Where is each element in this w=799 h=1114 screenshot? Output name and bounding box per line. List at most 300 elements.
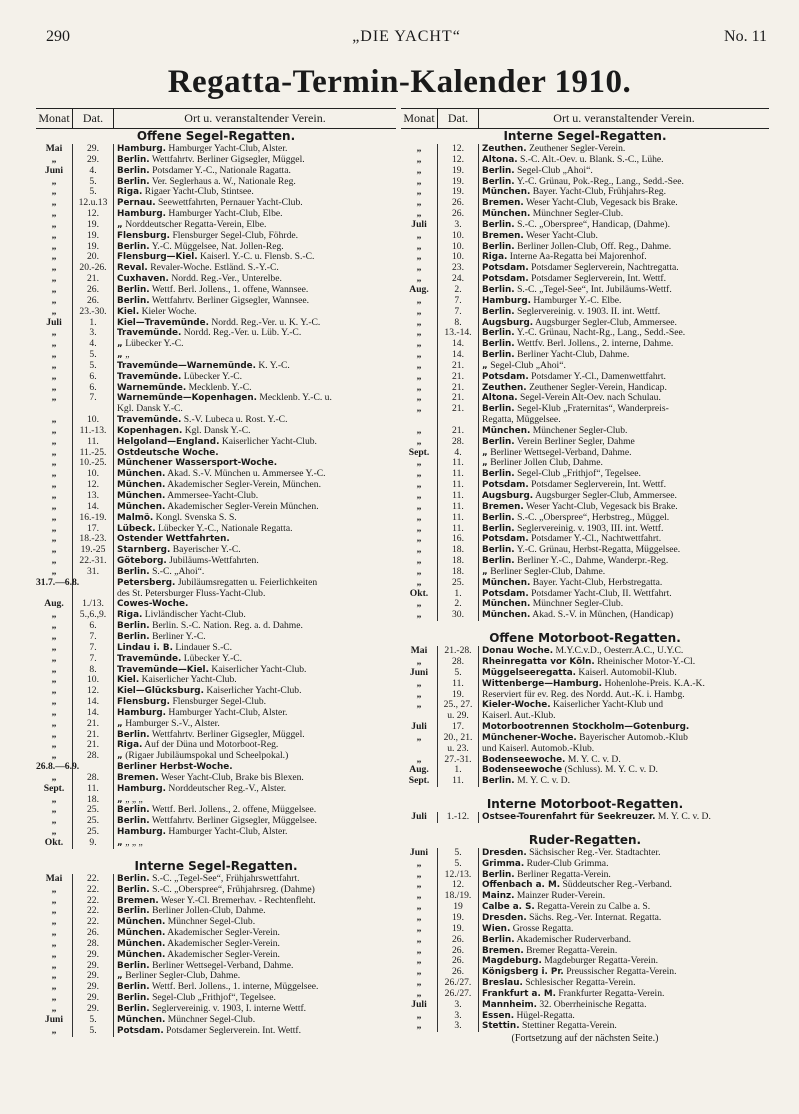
place-name: Donau Woche. [482, 646, 554, 657]
month-cell: „ [36, 198, 73, 209]
club-text: Potsdamer Seglerverein, Nachtregatta. [531, 262, 679, 274]
place-name: Riga. [117, 187, 143, 198]
header-date: Dat. [73, 109, 114, 128]
place-name: Offenbach a. M. [482, 880, 561, 891]
page-number: 290 [46, 28, 70, 45]
date-cell: 19. [73, 220, 114, 231]
club-text: Münchner Segel-Club. [167, 916, 256, 928]
date-cell: 5.,6.,9. [73, 610, 114, 621]
club-text: S.-V. Lubeca u. Rost. Y.-C. [183, 414, 288, 426]
month-cell: „ [36, 719, 73, 730]
date-cell: 12. [73, 209, 114, 220]
month-cell: Aug. [401, 765, 438, 776]
date-cell: 16.-19. [73, 513, 114, 524]
place-name: Mainz. [482, 891, 515, 902]
place-name: Königsberg i. Pr. [482, 967, 564, 978]
club-text: Reserviert für ev. Reg. des Nordd. Aut.-K. i. Hambg. [482, 688, 685, 700]
date-cell: 19. [73, 242, 114, 253]
venue-cell [114, 1026, 396, 1037]
date-cell: 14. [438, 350, 479, 361]
date-cell: 19. [438, 187, 479, 198]
venue-cell [114, 524, 396, 535]
place-name: Bremen. [482, 945, 524, 956]
club-text: Preussischer Regatta-Verein. [566, 966, 677, 978]
date-cell: 5. [73, 361, 114, 372]
place-name: Hamburg. [117, 209, 167, 220]
date-cell: 25., 27. [438, 700, 479, 711]
club-text: Livländischer Yacht-Club. [144, 609, 246, 621]
club-text: Kaiserlicher Yacht-Club. [141, 674, 237, 686]
month-cell: „ [36, 339, 73, 350]
club-text: Jubiläums-Wettfahrten. [169, 555, 259, 567]
month-cell: „ [401, 935, 438, 946]
date-cell: 22.-31. [73, 556, 114, 567]
date-cell: 11. [438, 524, 479, 535]
club-text: Wettfahrtv. Berliner Gigsegler, Müggel. [151, 728, 305, 740]
table-row [36, 393, 396, 404]
month-cell: Sept. [401, 776, 438, 787]
place-name: Ostsee-Tourenfahrt für Seekreuzer. [482, 812, 656, 823]
place-name: Zeuthen. [482, 382, 527, 393]
month-cell: „ [401, 318, 438, 329]
date-cell: 20. [73, 252, 114, 263]
header-date: Dat. [438, 109, 479, 128]
club-text: Berliner Jollen Club, Dahme. [490, 457, 603, 469]
date-cell: 26./27. [438, 989, 479, 1000]
place-name: Hamburg. [117, 783, 167, 794]
venue-cell [114, 448, 396, 459]
venue-cell [479, 776, 769, 787]
month-cell: „ [36, 621, 73, 632]
club-text: Nordd. Reg.-Ver. u. K. Y.-C. [211, 316, 321, 328]
club-text: Wettf. Berl. Jollens., 1. interne, Müggelsee. [151, 981, 319, 993]
place-name: „ [117, 794, 123, 805]
date-cell: 1. [438, 765, 479, 776]
club-text: Kaiserlicher Yacht-Club. [211, 663, 307, 675]
club-text: Augsburger Segler-Club, Ammersee. [535, 316, 677, 328]
table-row [36, 1026, 396, 1037]
date-cell: 7. [73, 654, 114, 665]
month-cell: „ [36, 961, 73, 972]
date-cell: 11.-25. [73, 448, 114, 459]
table-row [401, 404, 769, 415]
club-text: Lübecker Y.-C. [125, 338, 184, 350]
place-name: Calbe a. S. [482, 902, 535, 913]
club-text: „ „ „ [125, 793, 143, 805]
month-cell: „ [36, 220, 73, 231]
club-text: Rigaer Yacht-Club, Stintsee. [144, 186, 254, 198]
club-text: Wettfahrtv. Berliner Gigsegler, Wannsee. [151, 294, 310, 306]
place-name: Altona. [482, 393, 518, 404]
month-cell: „ [401, 733, 438, 744]
place-name: Berlin. [117, 631, 150, 642]
month-cell: „ [36, 896, 73, 907]
month-cell: „ [36, 372, 73, 383]
place-name: Bodenseewoche. [482, 754, 566, 765]
month-cell: „ [36, 567, 73, 578]
place-name: Berlin. [117, 906, 150, 917]
place-name: Berlin. [482, 339, 515, 350]
club-text: Kaiserlicher Yacht-Club. [206, 685, 302, 697]
date-cell: 4. [438, 448, 479, 459]
month-cell: „ [401, 502, 438, 513]
month-cell: „ [401, 1021, 438, 1032]
month-cell: „ [36, 610, 73, 621]
month-cell: „ [36, 393, 73, 404]
place-name: Berlin. [482, 556, 515, 567]
date-cell: 28. [73, 773, 114, 784]
month-cell: „ [36, 751, 73, 762]
month-cell: „ [36, 950, 73, 961]
club-text: Kgl. Dansk Y.-C. [117, 403, 183, 415]
page-title: Regatta-Termin-Kalender 1910. [167, 64, 632, 100]
venue-cell [479, 610, 769, 621]
date-cell: 23.-30. [73, 307, 114, 318]
month-cell: „ [401, 690, 438, 701]
place-name: Berlin. [482, 404, 515, 415]
date-cell: 19. [73, 231, 114, 242]
date-cell: 19. [438, 166, 479, 177]
month-cell: „ [401, 426, 438, 437]
journal-name: „DIE YACHT“ [352, 28, 461, 45]
month-cell: „ [36, 491, 73, 502]
place-name: Berlin. [117, 884, 150, 895]
date-cell: 28. [438, 437, 479, 448]
date-cell: 21. [73, 740, 114, 751]
club-text: Bremer Regatta-Verein. [526, 944, 618, 956]
month-cell: „ [36, 906, 73, 917]
date-cell: 10. [73, 675, 114, 686]
club-text: Potsdamer Seglerverein. Int. Wettf. [166, 1024, 302, 1036]
place-name: Flensburg. [117, 697, 171, 708]
venue-cell [479, 198, 769, 209]
month-cell: „ [36, 556, 73, 567]
place-name: „ [117, 838, 123, 848]
place-name: Breslau. [482, 978, 523, 989]
place-name: Lindau i. B. [117, 642, 173, 653]
place-name: Stettin. [482, 1021, 520, 1032]
date-cell: 29. [73, 961, 114, 972]
place-name: Petersberg. [117, 577, 176, 588]
date-cell: 29. [73, 950, 114, 961]
month-cell: Mai [36, 144, 73, 155]
place-name: Bremen. [117, 895, 159, 906]
club-text: Berliner Jollen-Club, Off. Reg., Dahme. [517, 240, 672, 252]
date-cell: 18. [438, 545, 479, 556]
date-cell: 8. [438, 318, 479, 329]
club-text: Seglervereinig. v. 1903. II. int. Wettf. [517, 305, 661, 317]
club-text: Akad. S.-V. München u. Ammersee Y.-C. [167, 468, 326, 480]
club-text: Münchener Segler-Club. [532, 424, 628, 436]
date-cell: 28. [73, 751, 114, 762]
month-cell: Juli [36, 318, 73, 329]
date-cell: 12. [73, 686, 114, 697]
place-name: Grimma. [482, 858, 525, 869]
month-cell: „ [401, 263, 438, 274]
month-cell: „ [36, 361, 73, 372]
club-text: „ „ „ [125, 837, 143, 848]
section-heading: Interne Segel-Regatten. [134, 858, 298, 873]
date-cell: 25. [438, 578, 479, 589]
date-cell: 5. [73, 1015, 114, 1026]
venue-cell [114, 632, 396, 643]
date-cell: 1.-12. [438, 812, 479, 823]
month-cell: „ [401, 252, 438, 263]
date-cell: 21. [73, 719, 114, 730]
place-name: Travemünde—Warnemünde. [117, 360, 256, 371]
place-name: Müggelseeregatta. [482, 667, 576, 678]
place-name: München. [117, 501, 166, 512]
date-cell: 19. [438, 913, 479, 924]
month-cell: „ [36, 383, 73, 394]
place-name: „ [117, 718, 123, 729]
date-cell: 5. [73, 350, 114, 361]
club-text: Lübecker Y.-C., Nationale Regatta. [157, 522, 293, 534]
club-text: 32. Oberrheinische Regatta. [539, 998, 647, 1010]
month-cell: „ [36, 285, 73, 296]
place-name: „ [482, 447, 488, 458]
club-text: Segel-Club „Frithjof“, Tegelsee. [152, 992, 276, 1004]
month-cell: „ [36, 502, 73, 513]
club-text: Potsdamer Y.-Cl., Nachtwettfahrt. [531, 533, 662, 545]
month-cell: Aug. [401, 285, 438, 296]
month-cell: „ [36, 665, 73, 676]
place-name: Berlin. [482, 176, 515, 187]
venue-cell [479, 848, 769, 859]
place-name: Dresden. [482, 847, 527, 858]
header-venue: Ort u. veranstaltender Verein. [184, 111, 326, 125]
venue-cell [479, 935, 769, 946]
club-text: Berliner Y.-C. [152, 630, 206, 642]
month-cell: „ [36, 513, 73, 524]
club-text: Ver. Seglerhaus a. W., Nationale Reg. [151, 175, 296, 187]
club-text: Seewettfahrten, Pernauer Yacht-Club. [157, 197, 303, 209]
month-cell: „ [401, 599, 438, 610]
date-cell: 5. [438, 668, 479, 679]
date-cell: 21. [73, 274, 114, 285]
place-name: Helgoland—England. [117, 436, 220, 447]
club-text: Segel-Klub „Fraternitas“, Wanderpreis- [517, 403, 669, 415]
place-name: Berlin. [482, 523, 515, 534]
place-name: Kiel. [117, 675, 140, 686]
club-text: Wettf. Berl. Jollens., 1. offene, Wannsee. [151, 283, 309, 295]
place-name: Berlin. [117, 873, 150, 884]
date-cell: 29. [73, 155, 114, 166]
month-cell: Juli [401, 1000, 438, 1011]
month-cell: „ [36, 155, 73, 166]
month-cell: „ [401, 328, 438, 339]
date-cell: 11. [438, 469, 479, 480]
month-cell: „ [36, 1026, 73, 1037]
date-cell: 12. [438, 880, 479, 891]
club-text: Akademischer Ruderverband. [516, 933, 632, 945]
date-cell: 1. [73, 318, 114, 329]
club-text: Flensburger Segel-Club. [172, 696, 267, 708]
place-name: Flensburg—Kiel. [117, 252, 198, 263]
table-row [36, 784, 396, 795]
club-text: Rheinischer Motor-Y.-Cl. [597, 655, 696, 667]
place-name: Kiel—Travemünde. [117, 317, 209, 328]
month-cell: „ [401, 393, 438, 404]
month-cell [401, 744, 438, 755]
date-cell: 10. [73, 415, 114, 426]
date-cell: 1./13. [73, 599, 114, 610]
place-name: Flensburg. [117, 230, 171, 241]
date-cell: 12.u.13 [73, 198, 114, 209]
club-text: Wettfv. Berl. Jollens., 2. interne, Dahme. [516, 338, 674, 350]
club-text: K. Y.-C. [258, 359, 290, 371]
place-name: München. [482, 599, 531, 610]
date-cell: 22. [73, 906, 114, 917]
table-row [36, 751, 396, 762]
club-text: Schlesischer Regatta-Verein. [525, 977, 636, 989]
place-name: Wittenberge—Hamburg. [482, 678, 603, 689]
month-cell: „ [36, 469, 73, 480]
club-text: Weser Y.-Cl. Bremerhav. - Rechtenfleht. [160, 894, 316, 906]
place-name: Warnemünde—Kopenhagen. [117, 393, 257, 404]
club-text: Seglervereinig. v. 1903, III. int. Wettf. [517, 522, 664, 534]
month-cell: „ [36, 686, 73, 697]
club-text: Wettfahrtv. Berliner Gigsegler, Müggel. [151, 153, 305, 165]
venue-cell [479, 1021, 769, 1032]
club-text: Hamburger Yacht-Club, Alster. [168, 706, 288, 718]
month-cell: „ [36, 675, 73, 686]
month-cell: Aug. [36, 599, 73, 610]
place-name: München. [117, 1014, 166, 1025]
date-cell: 3. [73, 328, 114, 339]
date-cell: 7. [73, 393, 114, 404]
date-cell: 7. [438, 307, 479, 318]
month-cell: Okt. [401, 589, 438, 600]
club-text: Segel-Club „Frithjof“, Tegelsee. [517, 468, 641, 480]
club-text: Bayerischer Y.-C. [172, 544, 241, 556]
date-cell: 10.-25. [73, 458, 114, 469]
month-cell: „ [36, 805, 73, 816]
place-name: München. [482, 577, 531, 588]
club-text: Regatta, Müggelsee. [482, 414, 561, 426]
place-name: Magdeburg. [482, 956, 542, 967]
continuation-note: (Fortsetzung auf der nächsten Seite.) [511, 1033, 659, 1045]
month-cell: „ [36, 885, 73, 896]
date-cell: 21. [438, 404, 479, 415]
date-cell: 3. [438, 1000, 479, 1011]
club-text: Flensburger Segel-Club, Föhrde. [172, 229, 299, 241]
section-heading: Ruder-Regatten. [528, 832, 642, 847]
place-name: Berlin. [117, 154, 150, 165]
club-text: S.-C. „Oberspree“, Frühjahrsreg. (Dahme) [152, 883, 315, 895]
month-cell: „ [401, 491, 438, 502]
place-name: Potsdam. [117, 1025, 164, 1036]
club-text: Kongl. Svenska S. S. [155, 511, 237, 523]
month-cell: „ [401, 989, 438, 1000]
month-cell: „ [401, 755, 438, 766]
place-name: Altona. [482, 154, 518, 165]
place-name: Berlin. [117, 816, 150, 827]
date-cell: 21.-28. [438, 646, 479, 657]
place-name: Travemünde. [117, 415, 182, 426]
date-cell: 6. [73, 372, 114, 383]
venue-cell [479, 285, 769, 296]
club-text: Akademischer Segler-Verein, München. [167, 479, 321, 491]
venue-cell [114, 350, 396, 361]
date-cell: 23. [438, 263, 479, 274]
month-cell: „ [36, 730, 73, 741]
date-cell: 5. [438, 848, 479, 859]
club-text: Y.-C. Grünau, Pok.-Reg., Lang., Sedd.-See. [516, 175, 684, 187]
month-cell: „ [401, 404, 438, 415]
place-name: Zeuthen. [482, 144, 527, 154]
club-text: Lübecker Y.-C. [183, 652, 243, 664]
month-cell: „ [401, 978, 438, 989]
place-name: München. [117, 917, 166, 928]
date-cell: 13.-14. [438, 328, 479, 339]
date-cell: 19 [438, 902, 479, 913]
place-name: Kiel—Glücksburg. [117, 686, 204, 697]
month-cell: „ [401, 361, 438, 372]
month-cell: „ [401, 880, 438, 891]
club-text: Zeuthener Segler-Verein, Handicap. [529, 381, 667, 393]
place-name: München. [117, 469, 166, 480]
month-cell: „ [36, 426, 73, 437]
place-name: Berlin. [482, 436, 515, 447]
club-text: Verein Berliner Segler, Dahme [516, 435, 635, 447]
place-name: München. [482, 209, 531, 220]
date-cell: 16. [438, 534, 479, 545]
month-cell: Juni [36, 1015, 73, 1026]
club-text: Jubiläumsregatten u. Feierlichkeiten [177, 576, 318, 588]
month-cell: „ [36, 545, 73, 556]
table-row [401, 1021, 769, 1032]
club-text: Stettiner Regatta-Verein. [521, 1020, 617, 1032]
club-text: Segel-Club „Ahoi“. [490, 359, 566, 371]
month-cell: „ [401, 534, 438, 545]
place-name: Berliner Herbst-Woche. [117, 762, 233, 773]
month-cell: „ [36, 643, 73, 654]
club-text: Bayerischer Automob.-Klub [579, 731, 688, 743]
date-cell: 11. [438, 491, 479, 502]
place-name: Bremen. [482, 230, 524, 241]
place-name: Riga. [482, 252, 508, 263]
month-cell: „ [36, 697, 73, 708]
club-text: Wettf. Berl. Jollens., 2. offene, Müggelsee. [151, 804, 317, 816]
place-name: Münchener Wassersport-Woche. [117, 458, 278, 469]
date-cell: 11. [438, 458, 479, 469]
place-name: Pernau. [117, 198, 156, 209]
month-cell: „ [401, 891, 438, 902]
place-name: München. [482, 425, 531, 436]
place-name: Berlin. [117, 176, 150, 187]
month-cell: „ [401, 524, 438, 535]
date-cell: 3. [438, 1021, 479, 1032]
club-text: Hügel-Regatta. [516, 1009, 575, 1021]
date-cell: 25. [73, 816, 114, 827]
month-cell: „ [36, 296, 73, 307]
month-cell: „ [36, 708, 73, 719]
club-text: Weser Yacht-Club, Vegesack bis Brake. [525, 500, 678, 512]
month-cell: „ [401, 339, 438, 350]
place-name: Warnemünde. [117, 382, 187, 393]
club-text: Kieler Woche. [141, 305, 197, 317]
club-text: Münchner Segler-Club. [532, 208, 624, 220]
date-cell: 30. [438, 610, 479, 621]
place-name: Essen. [482, 1010, 515, 1021]
date-cell: 17. [438, 722, 479, 733]
place-name: Frankfurt a. M. [482, 988, 556, 999]
section-heading: Interne Segel-Regatten. [503, 129, 667, 143]
date-cell: 6. [73, 621, 114, 632]
month-cell: Juli [401, 220, 438, 231]
venue-cell [479, 812, 769, 823]
